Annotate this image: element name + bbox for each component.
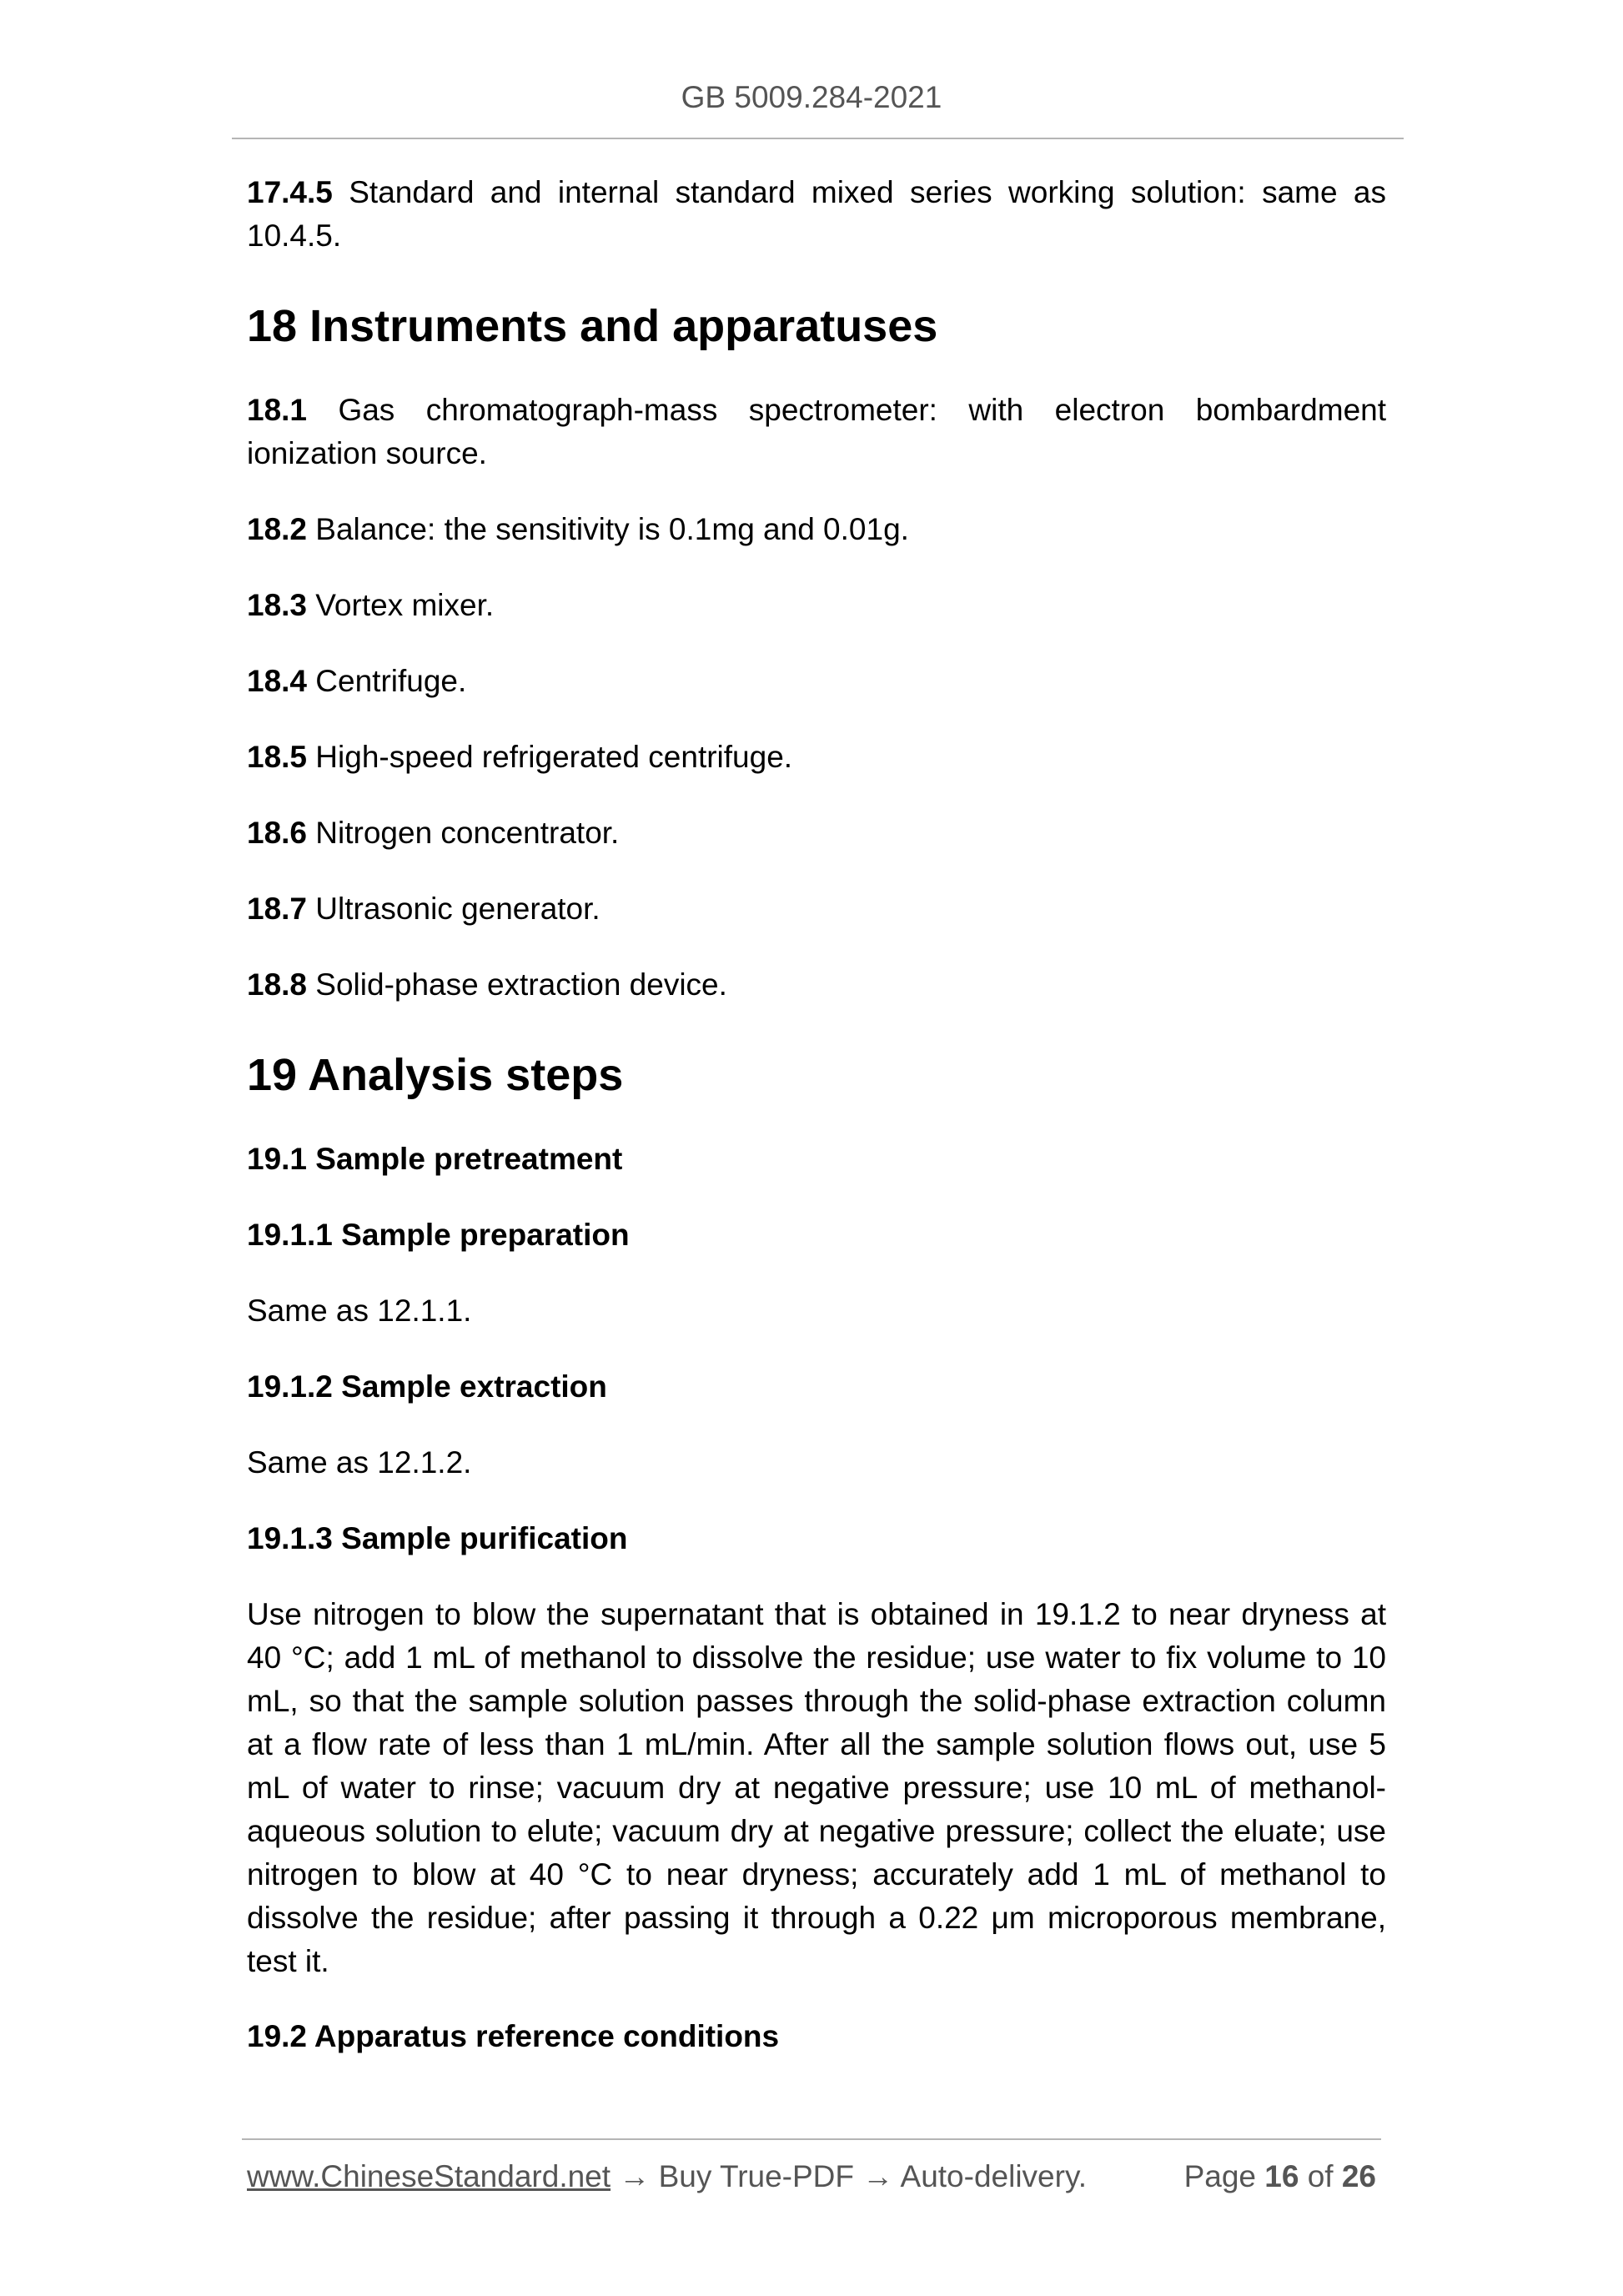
- clause-18-2: [247, 508, 1386, 551]
- clause-number: 18.7: [247, 892, 308, 926]
- paragraph-purification-procedure: Use nitrogen to blow the supernatant that is obtained in 19.1.2 to near dryness at 40 °C; add 1 mL of methanol to dissolve the residue; use water to fix volume to 10 mL, so that the sample solution passes through the solid-phase extraction column at a flow rate of less than 1 mL/min. After all the sample solution flows out, use 5 mL of water to rinse; vacuum dry at negative pressure; use 10 mL of methanol-aqueous solution to elute; vacuum dry at negative pressure; collect the eluate; use nitrogen to blow at 40 °C to near dryness; accurately add 1 mL of methanol to dissolve the residue; after passing it through a 0.22 μm microporous membrane, test it.: [247, 1597, 1386, 1978]
- clause-text: Balance: the sensitivity is 0.1mg and 0.01g.: [307, 512, 909, 546]
- clause-number: 18.8: [247, 967, 308, 1002]
- footer-divider: [242, 2138, 1381, 2140]
- clause-number: 18.2: [247, 512, 308, 546]
- clause-number: 18.3: [247, 588, 308, 622]
- header-divider: [232, 138, 1404, 139]
- clause-text: Standard and internal standard mixed series working solution: same as 10.4.5.: [247, 175, 1386, 253]
- page-label: Page: [1183, 2159, 1256, 2193]
- clause-18-6: [247, 811, 1386, 855]
- clause-text: Vortex mixer.: [307, 588, 495, 622]
- page-footer: [247, 2159, 1376, 2194]
- paragraph-same-as-12-1-2: Same as 12.1.2.: [247, 1445, 472, 1480]
- clause-18-8: [247, 963, 1386, 1007]
- clause-17-4-5: [247, 171, 1386, 258]
- footer-promo-text: → Buy True-PDF → Auto-delivery.: [611, 2159, 1087, 2193]
- clause-text: Nitrogen concentrator.: [307, 816, 620, 850]
- clause-number: 18.4: [247, 664, 308, 698]
- clause-18-4: [247, 660, 1386, 703]
- current-page-number: 16: [1264, 2159, 1299, 2193]
- clause-text: High-speed refrigerated centrifuge.: [307, 740, 793, 774]
- section-heading-19: 19 Analysis steps: [247, 1050, 624, 1100]
- subsection-heading-19-1-2: 19.1.2 Sample extraction: [247, 1369, 607, 1404]
- clause-18-1: [247, 389, 1386, 475]
- subsection-heading-19-1-3: 19.1.3 Sample purification: [247, 1521, 628, 1555]
- clause-number: 18.6: [247, 816, 308, 850]
- subsection-heading-19-1-1: 19.1.1 Sample preparation: [247, 1218, 630, 1252]
- clause-text: Solid-phase extraction device.: [307, 967, 727, 1002]
- paragraph-same-as-12-1-1: Same as 12.1.1.: [247, 1294, 472, 1328]
- clause-number: 18.5: [247, 740, 308, 774]
- clause-18-5: [247, 736, 1386, 779]
- clause-18-3: [247, 584, 1386, 627]
- page-indicator: [1184, 2159, 1376, 2194]
- clause-text: Centrifuge.: [307, 664, 467, 698]
- clause-18-7: [247, 887, 1386, 931]
- clause-text: Ultrasonic generator.: [307, 892, 600, 926]
- page-content: [247, 171, 1386, 2058]
- website-link[interactable]: www.ChineseStandard.net: [247, 2159, 611, 2193]
- clause-number: 17.4.5: [247, 175, 333, 209]
- total-page-count: 26: [1341, 2159, 1376, 2193]
- section-heading-18: 18 Instruments and apparatuses: [247, 301, 938, 351]
- footer-promo: [247, 2159, 1087, 2194]
- subsection-heading-19-1: 19.1 Sample pretreatment: [247, 1142, 623, 1176]
- subsection-heading-19-2: 19.2 Apparatus reference conditions: [247, 2019, 780, 2053]
- clause-number: 18.1: [247, 393, 308, 427]
- clause-text: Gas chromatograph-mass spectrometer: with electron bombardment ionization source.: [247, 393, 1386, 470]
- page-of-label: of: [1307, 2159, 1334, 2193]
- document-code-header: GB 5009.284-2021: [681, 80, 942, 114]
